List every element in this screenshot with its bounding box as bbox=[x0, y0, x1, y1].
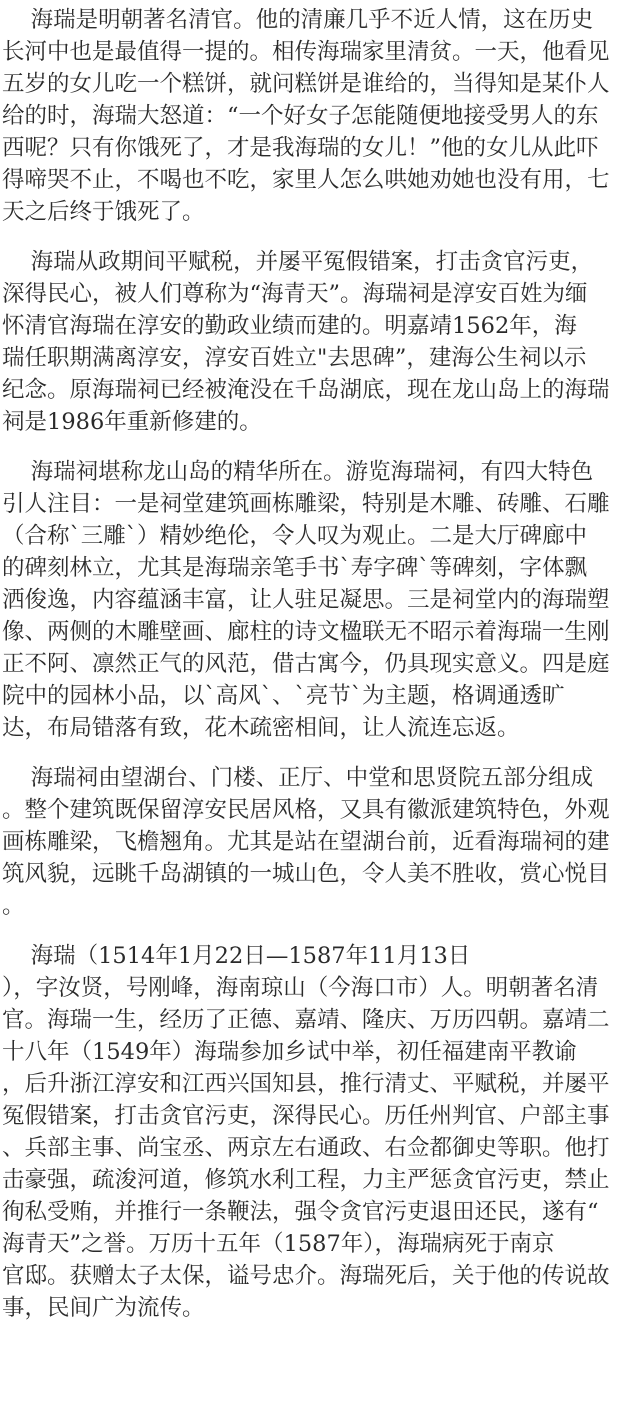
text-line: 、兵部主事、尚宝丞、两京左右通政、右佥都御史等职。他打 bbox=[2, 1135, 610, 1161]
text-line: 深得民心，被人们尊称为“海青天”。海瑞祠是淳安百姓为缅 bbox=[2, 281, 588, 307]
text-line: 海瑞祠由望湖台、门楼、正厅、中堂和思贤院五部分组成 bbox=[2, 765, 594, 791]
text-line: 得啼哭不止，不喝也不吃，家里人怎么哄她劝她也没有用，七 bbox=[2, 167, 610, 193]
text-line: 的碑刻林立，尤其是海瑞亲笔手书`寿字碑`等碑刻，字体飘 bbox=[2, 555, 588, 581]
text-line: （合称`三雕`）精妙绝伦，令人叹为观止。二是大厅碑廊中 bbox=[2, 523, 588, 549]
text-line: 官。海瑞一生，经历了正德、嘉靖、隆庆、万历四朝。嘉靖二 bbox=[2, 1007, 610, 1033]
text-line: 筑风貌，远眺千岛湖镇的一城山色，令人美不胜收，赏心悦目 bbox=[2, 861, 610, 887]
text-line: 长河中也是最值得一提的。相传海瑞家里清贫。一天，他看见 bbox=[2, 39, 610, 65]
text-line: 击豪强，疏浚河道，修筑水利工程，力主严惩贪官污吏，禁止 bbox=[2, 1167, 610, 1193]
paragraph-3 bbox=[2, 456, 640, 744]
text-line: 达，布局错落有致，花木疏密相间，让人流连忘返。 bbox=[2, 715, 520, 741]
text-line: 海瑞是明朝著名清官。他的清廉几乎不近人情，这在历史 bbox=[2, 7, 594, 33]
text-line: 五岁的女儿吃一个糕饼，就问糕饼是谁给的，当得知是某仆人 bbox=[2, 71, 610, 97]
text-line: 给的时，海瑞大怒道：“一个好女子怎能随便地接受男人的东 bbox=[2, 103, 599, 129]
text-line: 祠是1986年重新修建的。 bbox=[2, 409, 262, 435]
text-line: 洒俊逸，内容蕴涵丰富，让人驻足凝思。三是祠堂内的海瑞塑 bbox=[2, 587, 610, 613]
text-line: 西呢？只有你饿死了，才是我海瑞的女儿！”他的女儿从此吓 bbox=[2, 135, 599, 161]
text-line: 正不阿、凛然正气的风范，借古寓今，仍具现实意义。四是庭 bbox=[2, 651, 610, 677]
text-line: 官邸。获赠太子太保，谥号忠介。海瑞死后，关于他的传说故 bbox=[2, 1263, 610, 1289]
text-line: 瑞任职期满离淳安，淳安百姓立"去思碑”，建海公生祠以示 bbox=[2, 345, 587, 371]
text-line: 海瑞祠堪称龙山岛的精华所在。游览海瑞祠，有四大特色 bbox=[2, 459, 594, 485]
text-line: 十八年（1549年）海瑞参加乡试中举，初任福建南平教谕 bbox=[2, 1039, 577, 1065]
text-line: 纪念。原海瑞祠已经被淹没在千岛湖底，现在龙山岛上的海瑞 bbox=[2, 377, 610, 403]
text-line: ，后升浙江淳安和江西兴国知县，推行清丈、平赋税，并屡平 bbox=[2, 1071, 610, 1097]
text-line: 画栋雕梁，飞檐翘角。尤其是站在望湖台前，近看海瑞祠的建 bbox=[2, 829, 610, 855]
text-line: 海青天”之誉。万历十五年（1587年），海瑞病死于南京 bbox=[2, 1231, 555, 1257]
text-line: 院中的园林小品，以`高风`、`亮节`为主题，格调通透旷 bbox=[2, 683, 565, 709]
text-line: 天之后终于饿死了。 bbox=[2, 199, 205, 225]
text-line: 事，民间广为流传。 bbox=[2, 1295, 205, 1321]
paragraph-2 bbox=[2, 246, 640, 438]
text-line: 。整个建筑既保留淳安民居风格，又具有徽派建筑特色，外观 bbox=[2, 797, 610, 823]
text-line: ），字汝贤，号刚峰，海南琼山（今海口市）人。明朝著名清 bbox=[2, 975, 599, 1001]
text-line: 海瑞从政期间平赋税，并屡平冤假错案，打击贪官污吏， bbox=[2, 249, 594, 275]
text-line: 怀清官海瑞在淳安的勤政业绩而建的。明嘉靖1562年，海 bbox=[2, 313, 577, 339]
text-line: 。 bbox=[2, 893, 25, 919]
text-line: 冤假错案，打击贪官污吏，深得民心。历任州判官、户部主事 bbox=[2, 1103, 610, 1129]
paragraph-1 bbox=[2, 0, 640, 228]
text-line: 徇私受贿，并推行一条鞭法，强令贪官污吏退田还民，遂有“ bbox=[2, 1199, 599, 1225]
text-line: 引人注目：一是祠堂建筑画栋雕梁，特别是木雕、砖雕、石雕 bbox=[2, 491, 610, 517]
paragraph-5 bbox=[2, 940, 640, 1324]
text-line: 像、两侧的木雕壁画、廊柱的诗文楹联无不昭示着海瑞一生刚 bbox=[2, 619, 610, 645]
paragraph-4 bbox=[2, 762, 640, 922]
text-line: 海瑞（1514年1月22日—1587年11月13日 bbox=[2, 943, 471, 969]
